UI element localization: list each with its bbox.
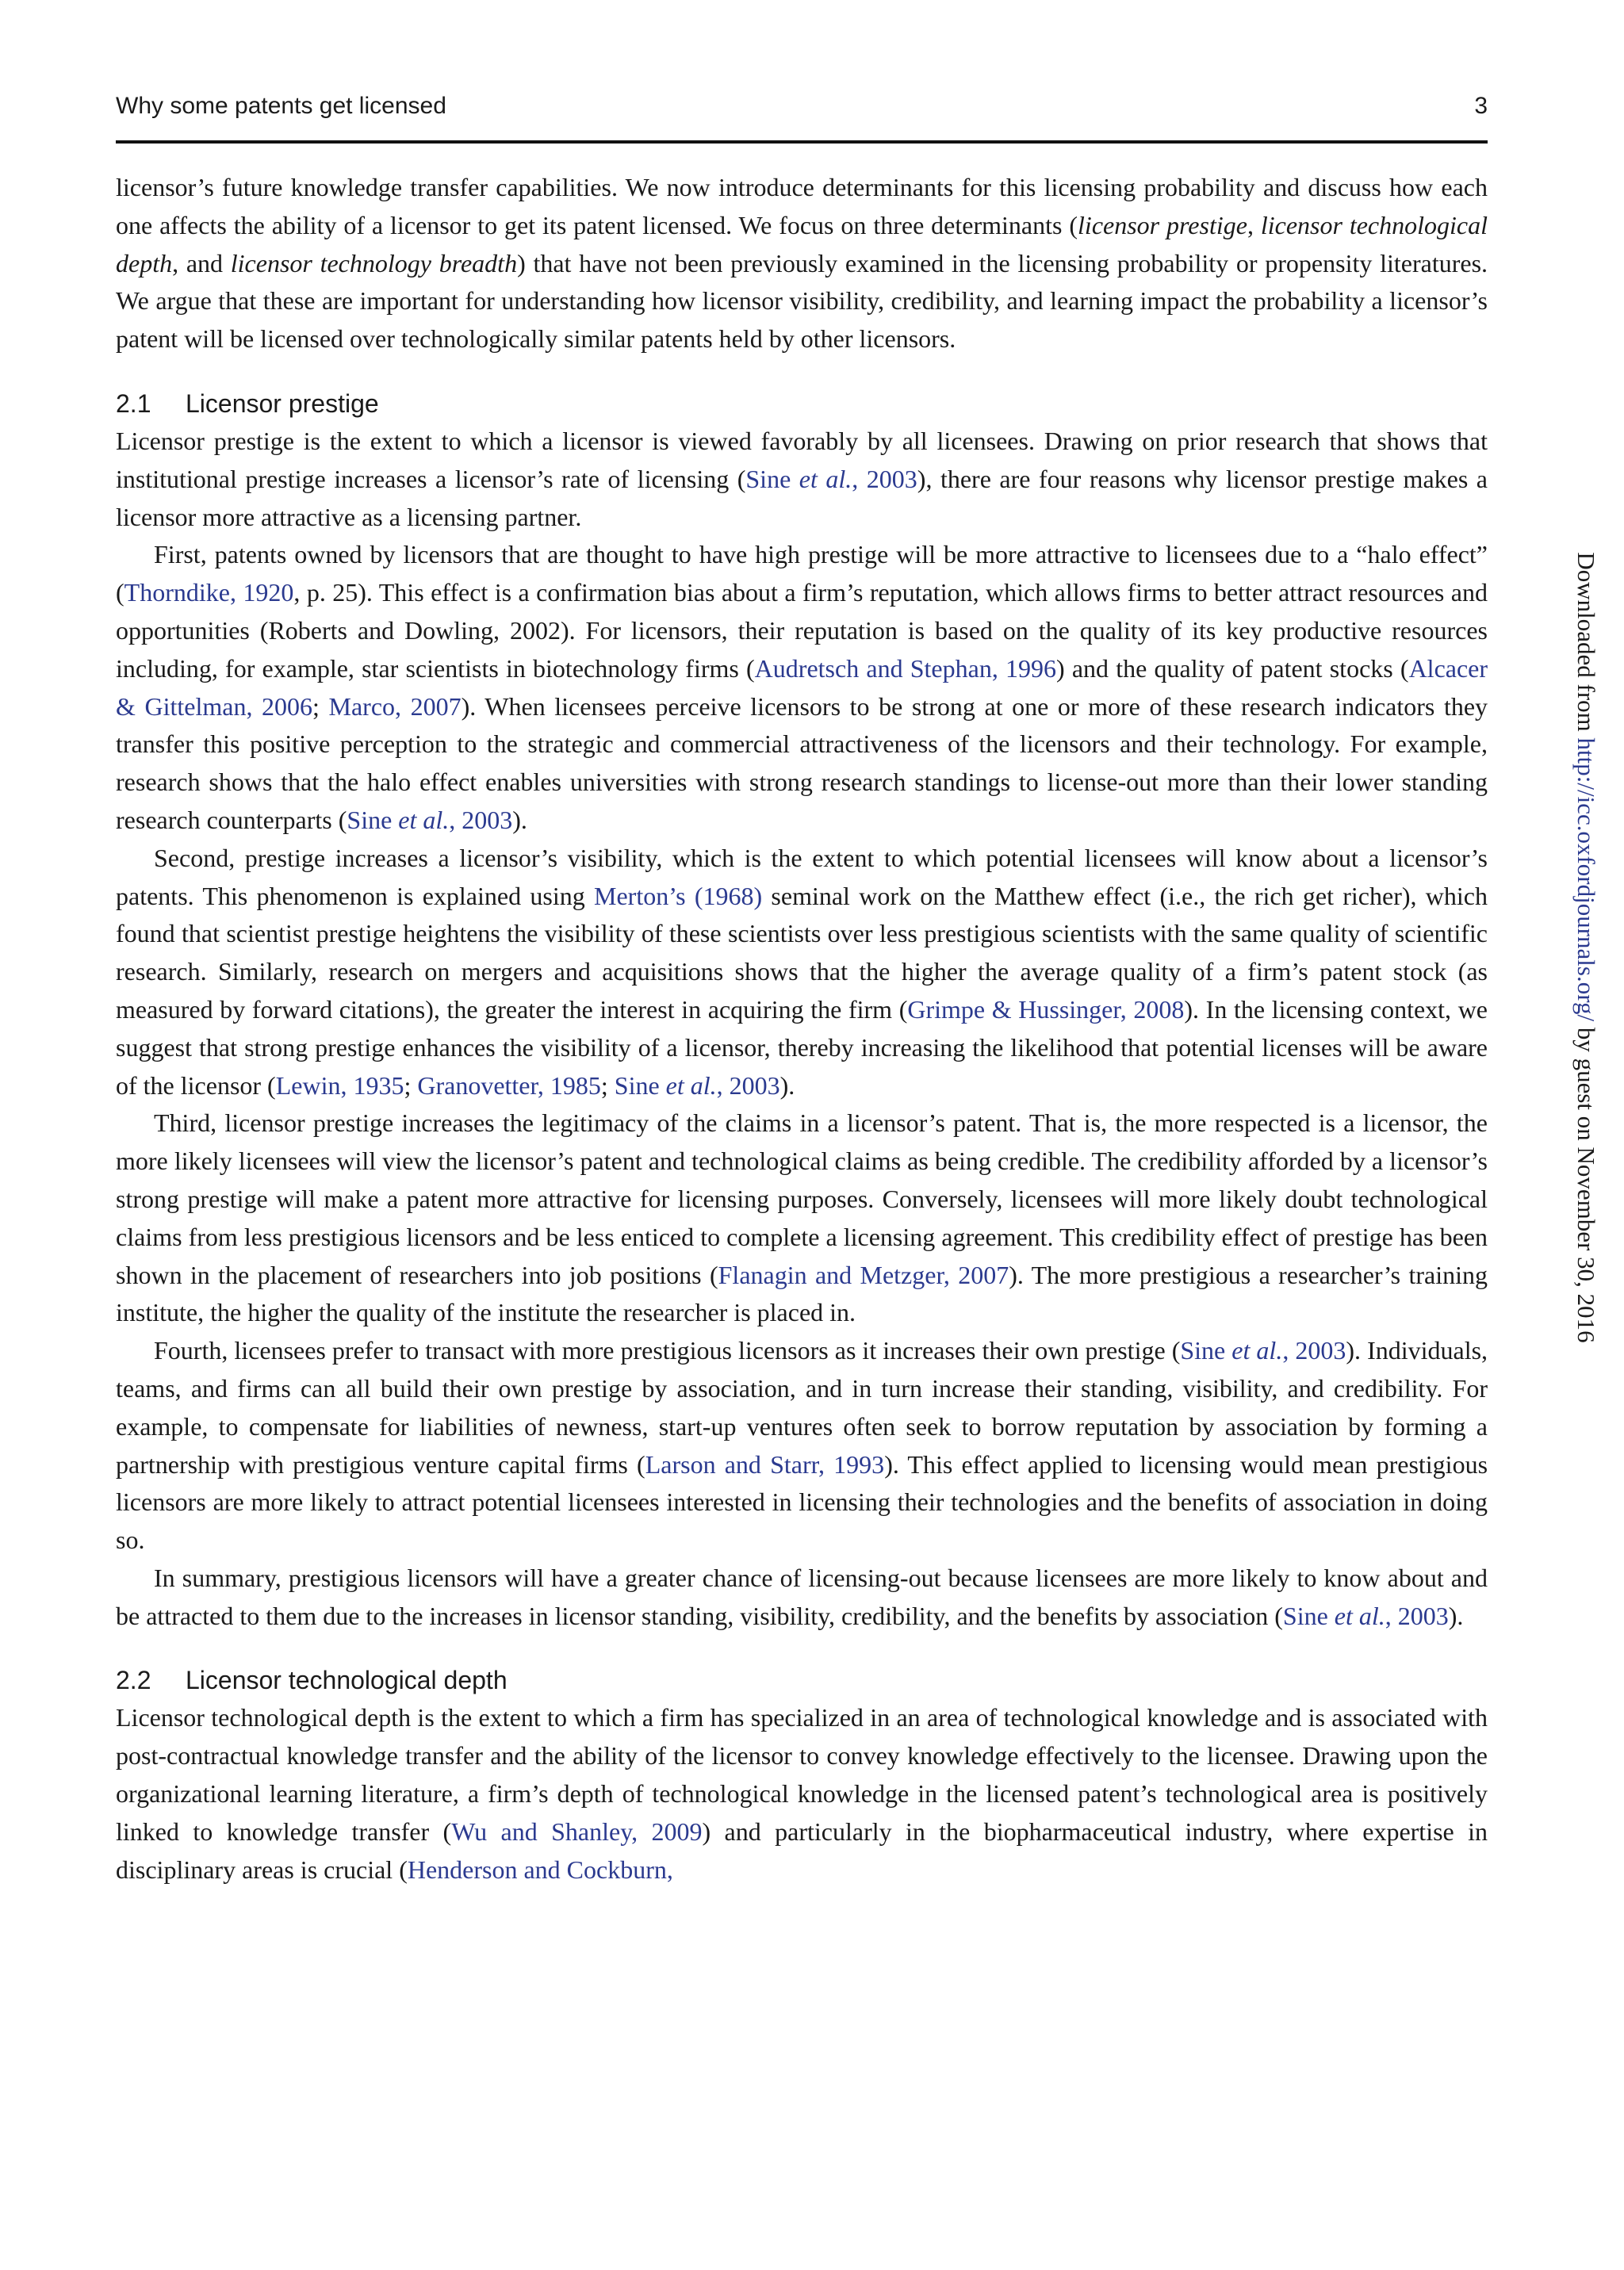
text-run: ). The more prestigious a researcher’s training institute, the higher the quality of the institute the researcher is placed in. <box>116 1260 1488 1327</box>
cite-part: Sine <box>745 464 799 493</box>
cite-part: Sine <box>614 1070 666 1100</box>
citation-link[interactable] <box>1283 1602 1449 1630</box>
text-run: ). <box>512 805 527 834</box>
paragraph-summary <box>116 1560 1488 1636</box>
section-number: 2.2 <box>116 1666 151 1695</box>
text-run: ) that have not been previously examined in the licensing probability or propensity literatures. We argue that these are important for understanding how licensor visibility, credibility, and learning impact the probability a licensor’s patent will be licensed over technologically similar patents held by other licensors. <box>116 248 1488 354</box>
text-run: Licensor prestige is the extent to which a licensor is viewed favorably by all licensees. Drawing on prior research that shows that institutional prestige increases a licensor’s rate of licensing ( <box>116 426 1488 493</box>
section-title: Licensor prestige <box>186 389 379 418</box>
text-run: Third, licensor prestige increases the legitimacy of the claims in a licensor’s patent. That is, the more respected is a licensor, the more likely licensees will view the licensor’s patent and technological claims as being credible. The credibility afforded by a licensor’s strong prestige will make a patent more attractive for licensing purposes. Conversely, licensees will more likely doubt technological claims from less prestigious licensors and be less enticed to complete a licensing agreement. This credibility effect of prestige has been shown in the placement of researchers into job positions ( <box>116 1108 1488 1289</box>
citation-link[interactable] <box>1180 1336 1346 1365</box>
citation-link[interactable]: Flanagin and Metzger, 2007 <box>718 1260 1009 1289</box>
paragraph-third <box>116 1104 1488 1332</box>
citation-link[interactable]: Audretsch and Stephan, 1996 <box>754 653 1057 683</box>
cite-part: et al. <box>1231 1336 1283 1365</box>
citation-link[interactable]: Wu and Shanley, 2009 <box>451 1816 703 1846</box>
paragraph-fourth <box>116 1332 1488 1560</box>
text-run: licensor’s future knowledge transfer capabilities. We now introduce determinants for this licensing probability and discuss how each one affects the ability of a licensor to get its patent licensed. We focus on three determinants ( <box>116 173 1488 239</box>
paragraph-first <box>116 536 1488 839</box>
cite-part: , 2003 <box>852 464 917 493</box>
citation-link[interactable]: Thorndike, 1920 <box>124 578 294 607</box>
cite-part: Sine <box>1180 1336 1232 1365</box>
citation-link[interactable]: Merton’s (1968) <box>594 881 763 910</box>
text-run: , p. 25). This effect is a confirmation bias about a firm’s reputation, which allows firms to better attract resources and opportunities (Roberts and Dowling, 2002). For licensors, their reputation is based on the quality of its key productive resources including, for example, star scientists in biotechnology firms ( <box>116 578 1488 683</box>
citation-link[interactable]: Granovetter, 1985 <box>417 1070 601 1100</box>
download-sidebar <box>1567 262 1605 1633</box>
citation-link[interactable]: Grimpe & Hussinger, 2008 <box>907 994 1185 1024</box>
text-run: , <box>1247 210 1261 239</box>
running-header <box>116 90 1488 122</box>
text-run: ). Individuals, teams, and firms can all build their own prestige by association, and in turn increase their standing, visibility, and credibility. For example, to compensate for liabilities of newness, start-up ventures often seek to borrow reputation by association by forming a partnership with prestigious venture capital firms ( <box>116 1336 1488 1479</box>
citation-link[interactable]: Lewin, 1935 <box>275 1070 404 1100</box>
cite-part: et al. <box>398 805 450 834</box>
paragraph-definition <box>116 423 1488 536</box>
text-run: ) and the quality of patent stocks ( <box>1056 653 1409 683</box>
cite-part: Sine <box>1282 1601 1335 1630</box>
cite-part: Sine <box>347 805 399 834</box>
citation-link[interactable]: Marco, 2007 <box>328 691 462 721</box>
download-notice <box>1567 262 1605 1633</box>
text-run: ; <box>312 691 329 721</box>
section-number: 2.1 <box>116 389 151 418</box>
text-run: In summary, prestigious licensors will have a greater chance of licensing-out because licensees are more likely to know about and be attracted to them due to the increases in licensor standing, visibility, credibility, and the benefits by association ( <box>116 1563 1488 1630</box>
text-run: ). This effect applied to licensing would mean prestigious licensors are more likely to attract potential licensees interested in licensing their technologies and the benefits of association in doing so. <box>116 1449 1488 1555</box>
cite-part: , 2003 <box>1282 1336 1346 1365</box>
citation-link[interactable] <box>347 806 512 834</box>
cite-part: , 2003 <box>716 1070 780 1100</box>
text-run: Fourth, licensees prefer to transact with more prestigious licensors as it increases their own prestige ( <box>154 1336 1181 1365</box>
text-run: ). In the licensing context, we suggest that strong prestige enhances the visibility of a licensor, thereby increasing the likelihood that potential licenses will be aware of the licensor ( <box>116 994 1488 1100</box>
journal-url-link[interactable]: http://icc.oxfordjournals.org/ <box>1572 737 1600 1022</box>
text-run: seminal work on the Matthew effect (i.e., the rich get richer), which found that scientist prestige heightens the visibility of these scientists over less prestigious scientists with the same quality of scientific research. Similarly, research on mergers and acquisitions shows that the higher the average quality of a firm’s patent stock (as measured by forward citations), the greater the interest in acquiring the firm ( <box>116 881 1488 1024</box>
citation-link[interactable]: Larson and Starr, 1993 <box>645 1449 885 1479</box>
cite-part: et al. <box>1334 1601 1385 1630</box>
text-run: Second, prestige increases a licensor’s visibility, which is the extent to which potential licensees will know about a licensor’s patents. This phenomenon is explained using <box>116 843 1488 910</box>
text-run: First, patents owned by licensors that are thought to have high prestige will be more attractive to licensees due to a “halo effect” ( <box>116 540 1488 607</box>
paragraph-depth-definition <box>116 1699 1488 1889</box>
text-run: by guest on November 30, 2016 <box>1572 1021 1600 1343</box>
text-run: ; <box>404 1070 418 1100</box>
running-title: Why some patents get licensed <box>116 93 446 119</box>
section-heading-2-2 <box>116 1662 1488 1699</box>
term-technology-breadth: licensor technology breadth <box>230 248 518 278</box>
intro-paragraph <box>116 169 1488 358</box>
article-body <box>116 169 1488 1889</box>
text-run: ). <box>1448 1601 1464 1630</box>
text-run: ), there are four reasons why licensor prestige makes a licensor more attractive as a licensing partner. <box>116 464 1488 531</box>
section-title: Licensor technological depth <box>186 1666 508 1695</box>
cite-part: , 2003 <box>449 805 513 834</box>
cite-part: et al. <box>799 464 852 493</box>
text-run: ). When licensees perceive licensors to be strong at one or more of these research indicators they transfer this positive perception to the strategic and commercial attractiveness of the licensors and their technology. For example, research shows that the halo effect enables universities with strong research standings to license-out more than their lower standing research counterparts ( <box>116 691 1488 834</box>
section-heading-2-1 <box>116 385 1488 423</box>
citation-link[interactable] <box>615 1071 780 1100</box>
page-number: 3 <box>1474 93 1488 119</box>
citation-link[interactable] <box>745 465 917 493</box>
header-rule <box>116 140 1488 144</box>
text-run: ) and particularly in the biopharmaceutical industry, where expertise in disciplinary areas is crucial ( <box>116 1816 1488 1884</box>
text-run: ; <box>600 1070 615 1100</box>
cite-part: , 2003 <box>1385 1601 1449 1630</box>
text-run: ). <box>779 1070 795 1100</box>
text-run: Licensor technological depth is the extent to which a firm has specialized in an area of technological knowledge and is associated with post-contractual knowledge transfer and the ability of the licensor to convey knowledge effectively to the licensee. Drawing upon the organizational learning literature, a firm’s depth of technological knowledge in the licensed patent’s technological area is positively linked to knowledge transfer ( <box>116 1703 1488 1846</box>
cite-part: et al. <box>665 1070 717 1100</box>
text-run: , and <box>172 248 231 278</box>
term-licensor-prestige: licensor prestige <box>1078 210 1247 239</box>
text-run: Downloaded from <box>1572 552 1600 738</box>
paragraph-second <box>116 840 1488 1105</box>
citation-link[interactable]: Alcacer & Gittelman, 2006 <box>116 653 1488 721</box>
term-technological-depth: licensor technological depth <box>116 210 1488 278</box>
citation-link[interactable]: Henderson and Cockburn, <box>407 1855 673 1884</box>
